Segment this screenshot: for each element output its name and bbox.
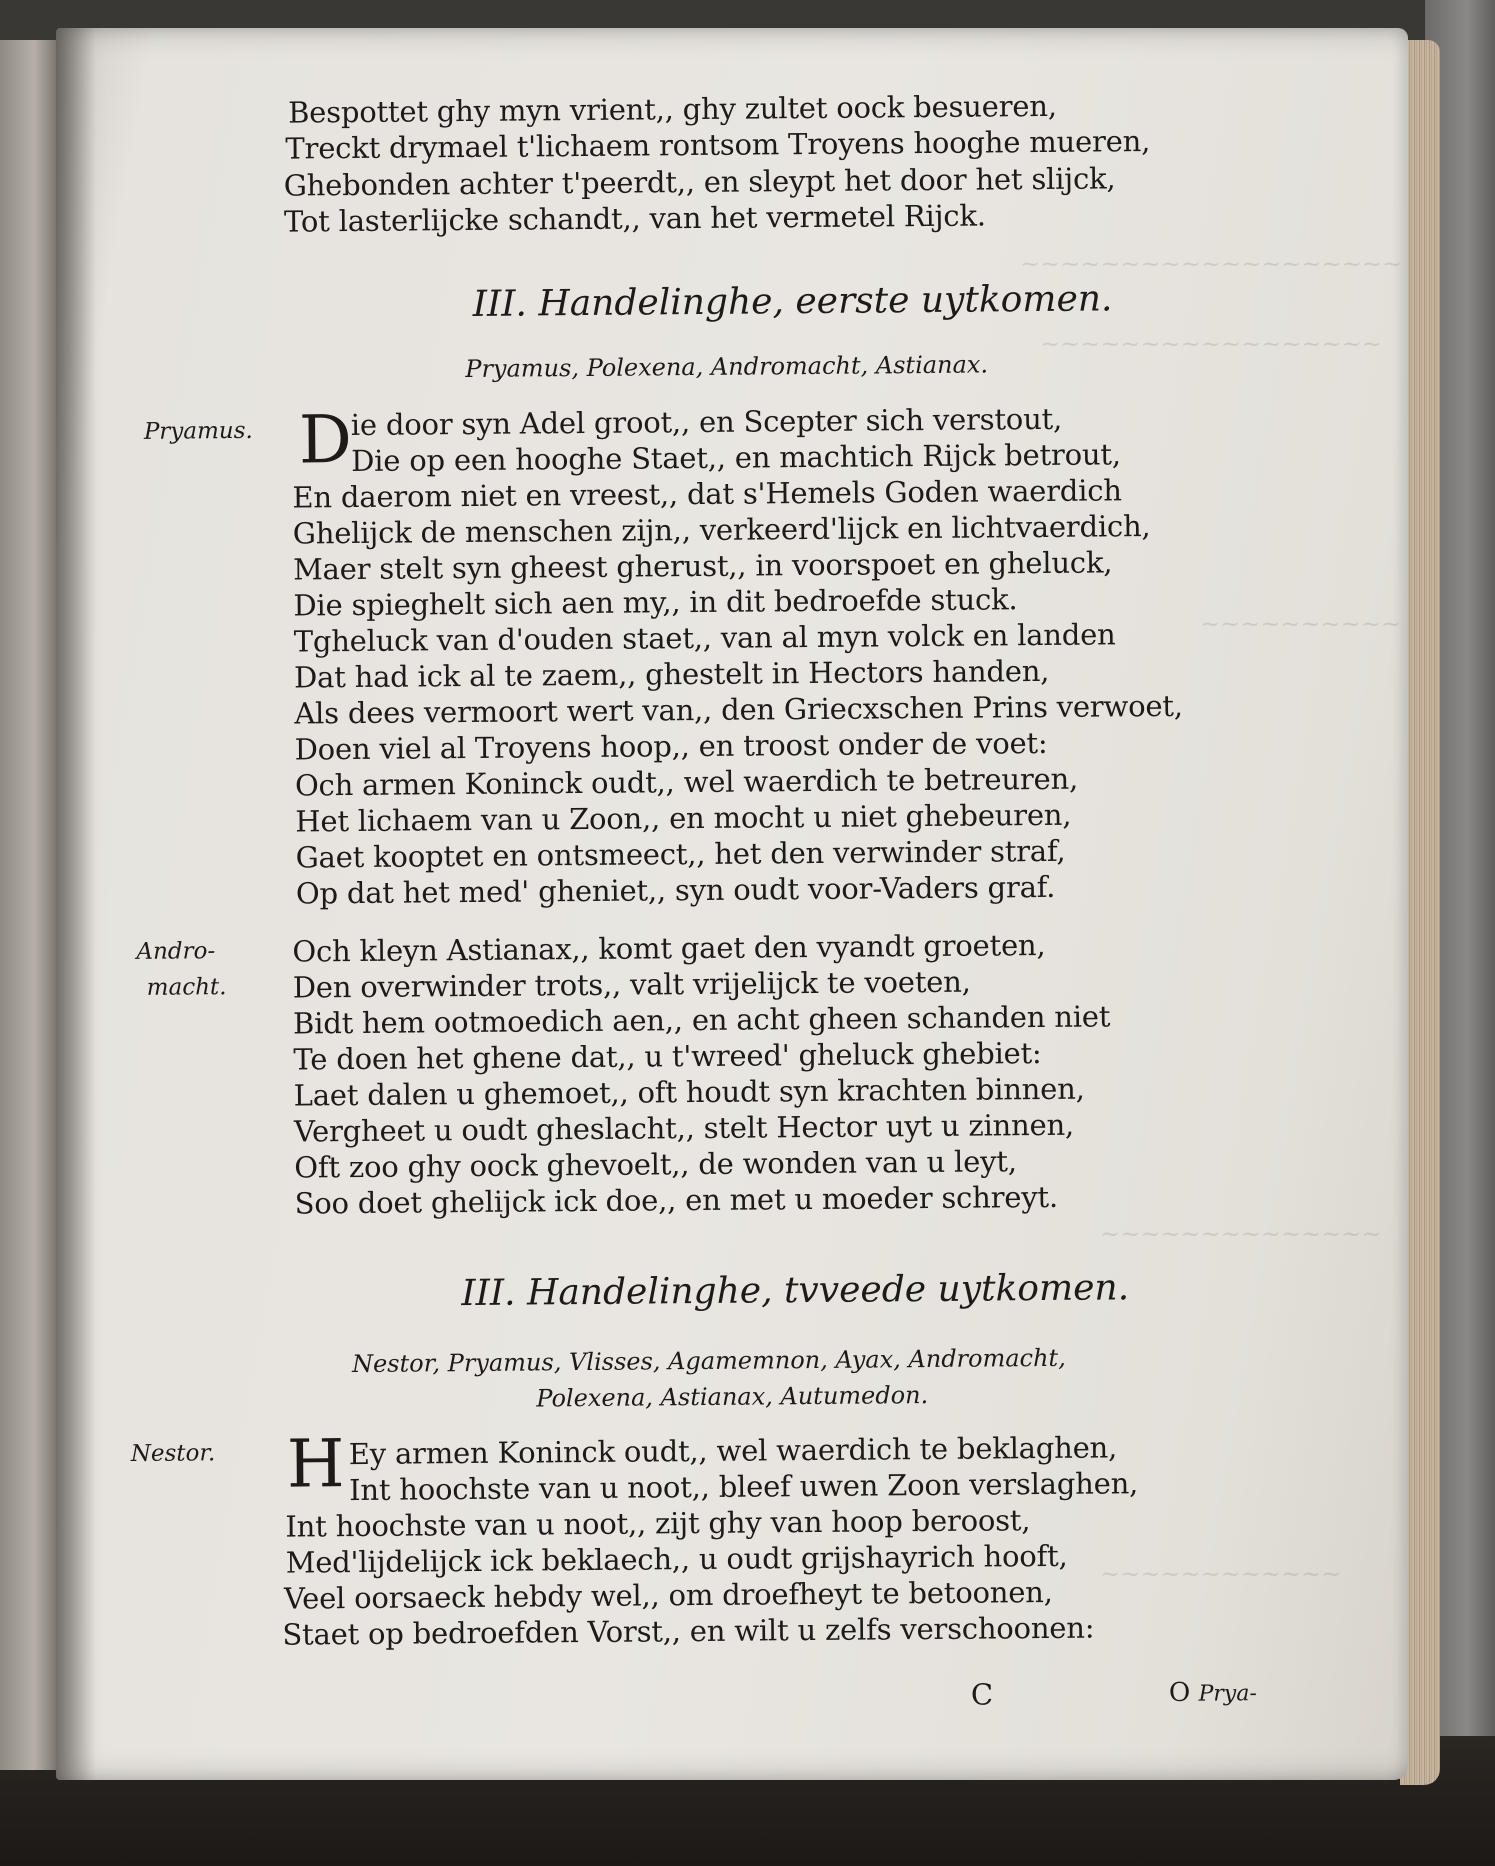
- verse-line: Die spieghelt sich aen my,, in dit bedroefde stuck.: [293, 582, 1018, 623]
- verse-line: Int hoochste van u noot,, bleef uwen Zoon verslaghen,: [348, 1466, 1139, 1508]
- cast-list-2: Polexena, Astianax, Autumedon.: [536, 1381, 929, 1413]
- verse-line: Och armen Koninck oudt,, wel waerdich te betreuren,: [294, 761, 1079, 803]
- verse-line: En daerom niet en vreest,, dat s'Hemels Goden waerdich: [292, 473, 1122, 515]
- verse-line: Treckt drymael t'lichaem rontsom Troyens hooghe mueren,: [285, 124, 1151, 166]
- verse-line: Op dat het med' gheniet,, syn oudt voor-Vaders graf.: [295, 869, 1056, 911]
- verse-line: Int hoochste van u noot,, zijt ghy van hoop beroost,: [285, 1503, 1031, 1544]
- verse-line: Gaet kooptet en ontsmeect,, het den verwinder straf,: [295, 833, 1066, 875]
- verse-line: Och kleyn Astianax,, komt gaet den vyandt groeten,: [292, 927, 1046, 969]
- verse-line: Den overwinder trots,, valt vrijelijck te voeten,: [292, 964, 971, 1005]
- verse-line: Dat had ick al te zaem,, ghestelt in Hectors handen,: [293, 653, 1050, 695]
- verse-line: Tgheluck van d'ouden staet,, van al myn volck en landen: [293, 617, 1116, 659]
- verse-line: Soo doet ghelijck ick doe,, en met u moeder schreyt.: [294, 1179, 1059, 1221]
- verse-line: Bespottet ghy myn vrient,, ghy zultet oock besueren,: [287, 88, 1057, 130]
- drop-capital-d: D: [298, 401, 353, 479]
- drop-capital-h: H: [286, 1425, 345, 1503]
- show-through-text: ~~~~~~~~~~~~~~: [1100, 1220, 1382, 1248]
- verse-line: ie door syn Adel groot,, en Scepter sich verstout,: [350, 401, 1063, 443]
- catchword-rest: Prya-: [1198, 1681, 1257, 1707]
- speaker-pryamus: Pryamus.: [143, 417, 253, 445]
- verse-line: Als dees vermoort wert van,, den Griecxschen Prins verwoet,: [294, 688, 1183, 731]
- speaker-nestor: Nestor.: [130, 1440, 216, 1467]
- speaker-andromacht: macht.: [146, 974, 227, 1001]
- verse-line: Tot lasterlijcke schandt,, van het vermetel Rijck.: [283, 198, 986, 239]
- verse-line: Maer stelt syn gheest gherust,, in voorspoet en gheluck,: [292, 545, 1113, 587]
- verse-line: Te doen het ghene dat,, u t'wreed' gheluck ghebiet:: [293, 1036, 1042, 1077]
- verse-line: Ghelijck de menschen zijn,, verkeerd'lijck en lichtvaerdich,: [292, 509, 1151, 551]
- show-through-text: ~~~~~~~~~~~~: [1100, 1560, 1342, 1588]
- act-heading-2: III. Handelinghe, tvveede uytkomen.: [461, 1267, 1130, 1315]
- show-through-text: ~~~~~~~~~~~~~~~~~~~: [1020, 250, 1403, 278]
- show-through-text: ~~~~~~~~~~: [1200, 610, 1402, 638]
- verse-line: Med'lijdelijck ick beklaech,, u oudt grijshayrich hooft,: [285, 1538, 1068, 1580]
- catchword-letter: O: [1168, 1677, 1191, 1708]
- signature-mark: C: [970, 1677, 994, 1712]
- verse-line: Het lichaem van u Zoon,, en mocht u niet ghebeuren,: [295, 797, 1072, 839]
- speaker-andromacht: Andro-: [136, 938, 216, 965]
- verse-line: Bidt hem ootmoedich aen,, en acht gheen schanden niet: [292, 999, 1111, 1041]
- cast-list-1: Pryamus, Polexena, Andromacht, Astianax.: [465, 350, 989, 384]
- act-heading-1: III. Handelinghe, eerste uytkomen.: [472, 278, 1113, 325]
- verse-line: Staet op bedroefden Vorst,, en wilt u zelfs verschoonen:: [282, 1610, 1095, 1652]
- verse-line: Ghebonden achter t'peerdt,, en sleypt het door het slijck,: [283, 161, 1116, 203]
- verse-line: Oft zoo ghy oock ghevoelt,, de wonden van u leyt,: [294, 1144, 1017, 1185]
- verse-line: Veel oorsaeck hebdy wel,, om droefheyt te betoonen,: [283, 1574, 1053, 1616]
- verse-line: Laet dalen u ghemoet,, oft houdt syn krachten binnen,: [293, 1071, 1085, 1113]
- verse-line: Doen viel al Troyens hoop,, en troost onder de voet:: [294, 725, 1048, 767]
- catchword: [1169, 1677, 1257, 1708]
- verse-line: Die op een hooghe Staet,, en machtich Rijck betrout,: [351, 437, 1121, 479]
- cast-list-2: Nestor, Pryamus, Vlisses, Agamemnon, Ayax, Andromacht,: [351, 1343, 1066, 1379]
- show-through-text: ~~~~~~~~~~~~~~~~~: [1040, 330, 1382, 358]
- verse-line: Vergheet u oudt gheslacht,, stelt Hector uyt u zinnen,: [293, 1107, 1075, 1149]
- verse-line: Ey armen Koninck oudt,, wel waerdich te beklaghen,: [348, 1430, 1118, 1472]
